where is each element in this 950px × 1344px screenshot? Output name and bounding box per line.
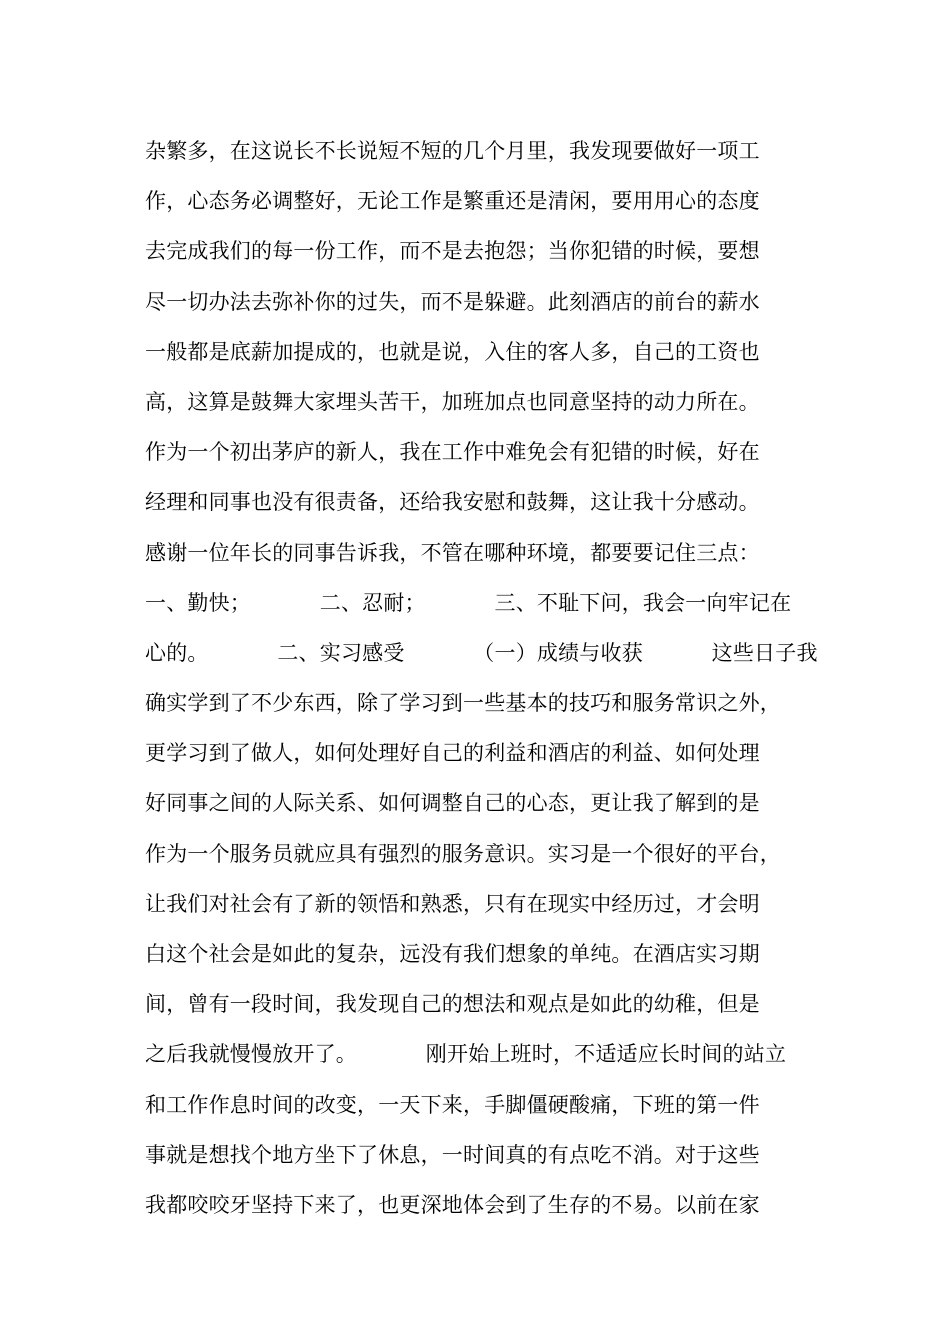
text-line: 经理和同事也没有很责备，还给我安慰和鼓舞，这让我十分感动。 [145,490,760,515]
text-line: 作为一个初出茅庐的新人，我在工作中难免会有犯错的时候，好在 [145,440,760,465]
text-line: 确实学到了不少东西，除了学习到一些基本的技巧和服务常识之外， [145,691,781,716]
text-line: 高，这算是鼓舞大家埋头苦干，加班加点也同意坚持的动力所在。 [145,389,760,414]
text-line: 作为一个服务员就应具有强烈的服务意识。实习是一个很好的平台， [145,841,781,866]
text-line: 一般都是底薪加提成的，也就是说，入住的客人多，自己的工资也 [145,339,760,364]
text-line: 和工作作息时间的改变，一天下来，手脚僵硬酸痛，下班的第一件 [145,1092,760,1117]
text-line: 一、勤快； 二、忍耐； 三、不耻下问，我会一向牢记在 [145,590,792,615]
text-line: 之后我就慢慢放开了。 刚开始上班时，不适适应长时间的站立 [145,1042,787,1067]
text-line: 作，心态务必调整好，无论工作是繁重还是清闲，要用用心的态度 [145,189,760,214]
text-line: 杂繁多，在这说长不长说短不短的几个月里，我发现要做好一项工 [145,139,760,163]
text-line: 更学习到了做人，如何处理好自己的利益和酒店的利益、如何处理 [145,741,760,766]
text-line: 好同事之间的人际关系、如何调整自己的心态，更让我了解到的是 [145,791,760,816]
body-text [145,133,825,1237]
text-line: 感谢一位年长的同事告诉我，不管在哪种环境，都要要记住三点： [145,540,760,565]
text-line: 去完成我们的每一份工作，而不是去抱怨；当你犯错的时候，要想 [145,239,760,264]
text-line: 心的。 二、实习感受 （一）成绩与收获 这些日子我 [145,640,818,665]
text-line: 白这个社会是如此的复杂，远没有我们想象的单纯。在酒店实习期 [145,942,760,966]
text-line: 尽一切办法去弥补你的过失，而不是躲避。此刻酒店的前台的薪水 [145,289,760,314]
text-line: 让我们对社会有了新的领悟和熟悉，只有在现实中经历过，才会明 [145,891,760,916]
text-line: 间，曾有一段时间，我发现自己的想法和观点是如此的幼稚，但是 [145,992,760,1017]
text-line: 事就是想找个地方坐下了休息，一时间真的有点吃不消。对于这些 [145,1142,760,1167]
text-line: 我都咬咬牙坚持下来了，也更深地体会到了生存的不易。以前在家 [145,1192,760,1217]
